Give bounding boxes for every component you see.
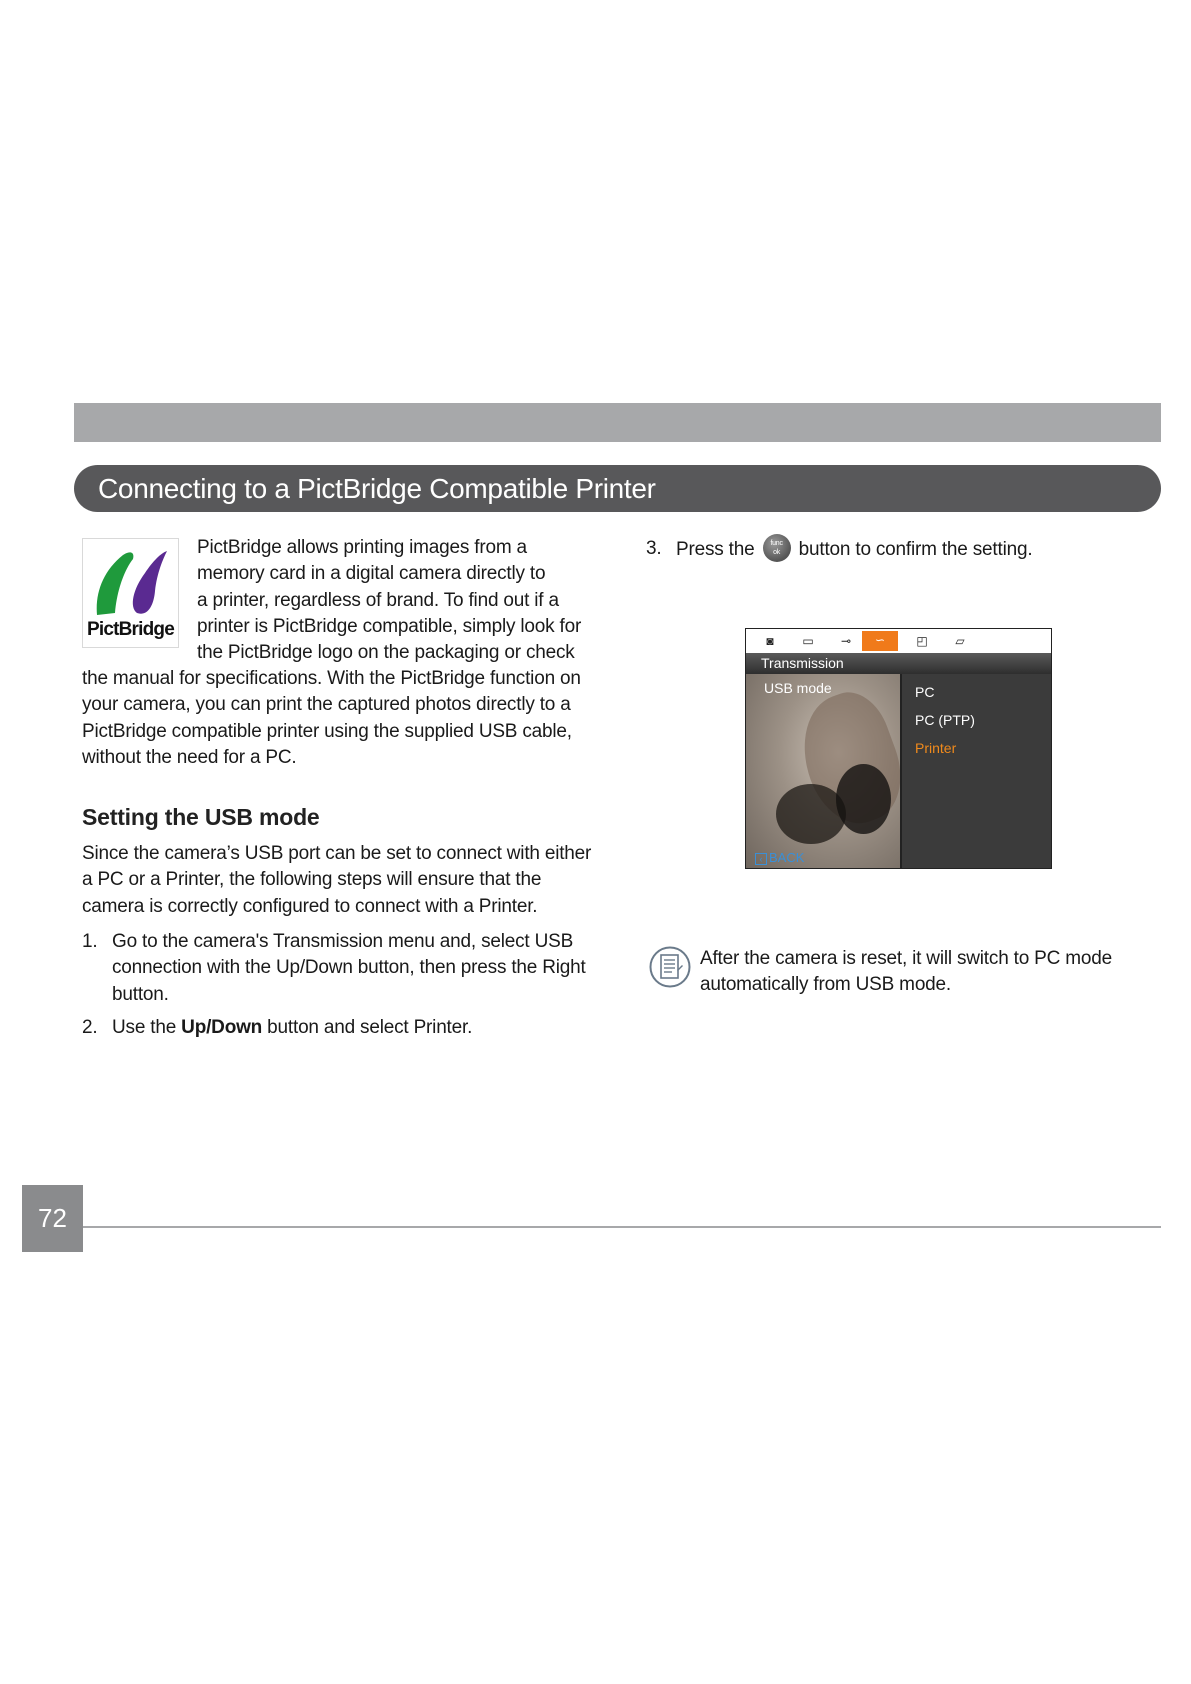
usb-mode-label: USB mode [764,680,832,696]
usb-mode-options [900,674,1052,869]
step-number: 2. [82,1017,98,1038]
text-line: automatically from USB mode. [700,974,951,996]
step-number: 3. [646,538,662,559]
option-pc-ptp: PC (PTP) [915,712,975,728]
text-line: After the camera is reset, it will switch to PC mode [700,948,1112,969]
intro-text-wrapped [197,535,597,666]
text-line: the manual for specifications. With the PictBridge function on [82,668,581,689]
intro-text-full [82,666,602,771]
playback-icon: ▭ [802,634,814,648]
step-text: button to confirm the setting. [798,539,1033,561]
text-line: connection with the Up/Down button, then press the Right [112,957,586,979]
text-line: PictBridge allows printing images from a [197,537,527,558]
back-button: ‹ BACK [755,850,804,865]
step-text: Press the [676,539,755,561]
section-heading: Setting the USB mode [82,804,320,830]
back-arrow-icon: ‹ [755,853,767,865]
edit-icon: ▱ [955,634,965,648]
text-line: a printer, regardless of brand. To find out if a [197,589,559,611]
text-line: printer is PictBridge compatible, simply look for [197,615,582,637]
header-band [74,403,1161,442]
text-line: a PC or a Printer, the following steps will ensure that the [82,869,542,891]
func-ok-button-icon: func ok [763,534,791,562]
text-line: PictBridge compatible printer using the supplied USB cable, [82,720,572,742]
text-line: camera is correctly configured to connect with a Printer. [82,895,538,917]
camera-menu-tabs [746,629,1052,653]
text-line: without the need for a PC. [82,746,297,768]
text-line: Since the camera’s USB port can be set to connect with either [82,843,592,864]
camera-screen [745,628,1052,869]
transmission-icon: ∽ [862,631,898,651]
step-emphasis: Up/Down [181,1017,263,1038]
text-line: Go to the camera's Transmission menu and, select USB [112,931,574,952]
step-text: button and select Printer. [262,1017,473,1038]
usb-mode-paragraph [82,841,602,920]
option-pc: PC [915,684,935,700]
camera-icon: ◙ [766,634,774,648]
page-number: 72 [22,1185,83,1252]
option-printer: Printer [915,740,957,756]
note-text [700,946,1170,999]
text-line: your camera, you can print the captured photos directly to a [82,694,571,716]
setup-icon: ⊸ [840,634,852,648]
step-3 [646,536,1166,564]
step-1 [82,929,602,1008]
pictbridge-wordmark: PictBridge [86,619,175,640]
step-number: 1. [82,931,98,952]
display-icon: ◰ [916,634,928,648]
camera-preview-image [746,674,900,869]
page-title: Connecting to a PictBridge Compatible Printer [74,465,1161,512]
footer-divider [83,1226,1161,1228]
note-icon [649,946,691,988]
pictbridge-logo [82,538,179,648]
text-line: button. [112,983,169,1005]
step-2 [82,1015,602,1041]
text-line: memory card in a digital camera directly to [197,563,546,585]
step-text: Use the [112,1017,182,1038]
pictbridge-logo-mark-icon [89,543,173,619]
text-line: the PictBridge logo on the packaging or check [197,642,575,664]
camera-menu-title: Transmission [746,653,1052,674]
